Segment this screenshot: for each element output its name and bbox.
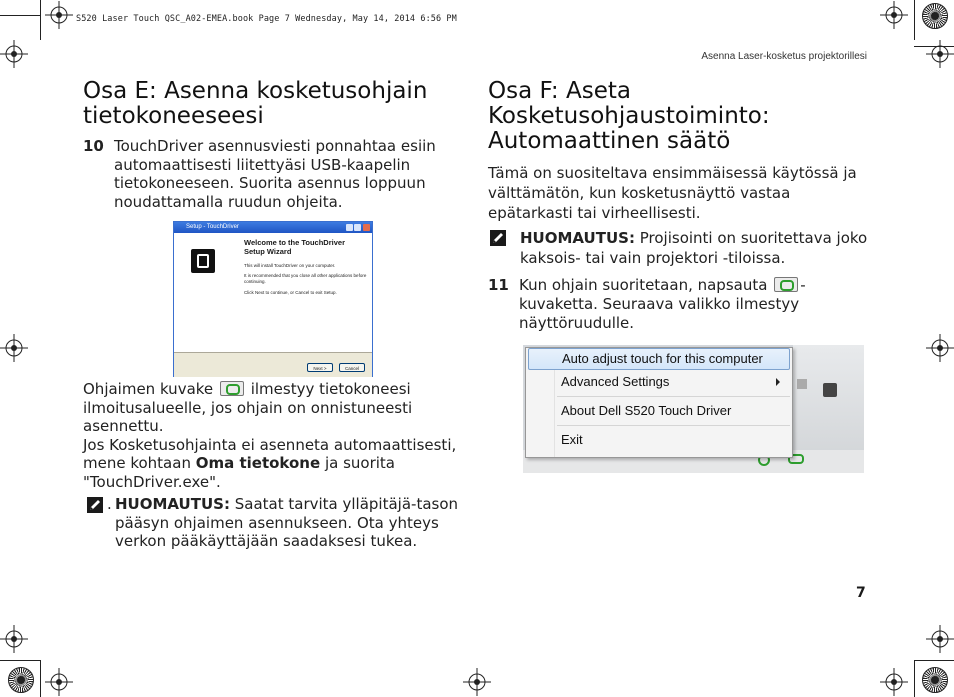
trim-line xyxy=(40,660,41,697)
dialog-sidebar xyxy=(174,233,237,352)
color-bar-rosette-icon xyxy=(8,667,34,693)
tray-app-icon xyxy=(823,383,837,397)
dialog-heading: Welcome to the TouchDriver Setup Wizard xyxy=(244,238,345,256)
menu-item-advanced-settings[interactable] xyxy=(528,371,790,393)
paragraph xyxy=(83,380,463,436)
note-label: HUOMAUTUS: xyxy=(115,495,230,513)
registration-mark-icon xyxy=(0,40,28,68)
context-menu-screenshot xyxy=(523,345,864,473)
paragraph xyxy=(83,436,463,492)
trim-line xyxy=(914,660,915,697)
cancel-button: Cancel xyxy=(339,363,365,372)
section-f-title: Osa F: Aseta Kosketusohjaustoiminto: Automaattinen säätö xyxy=(488,78,770,154)
dialog-text: This will install TouchDriver on your computer. xyxy=(244,263,336,268)
registration-mark-icon xyxy=(880,668,908,696)
text-run: Ohjaimen kuvake xyxy=(83,380,214,398)
dialog-titlebar xyxy=(174,222,372,233)
text-run: ja suorita "TouchDriver.exe". xyxy=(83,454,395,491)
registration-mark-icon xyxy=(0,334,28,362)
maximize-icon xyxy=(354,224,361,231)
trim-line xyxy=(914,0,915,40)
touch-driver-icon xyxy=(774,277,798,292)
dialog-text: Click Next to continue, or Cancel to exit Setup. xyxy=(244,290,337,295)
text-run: Jos Kosketusohjainta ei asenneta automaattisesti, mene kohtaan xyxy=(83,435,457,472)
menu-separator xyxy=(557,425,790,426)
note-text: Saatat tarvita ylläpitäjä-tason pääsyn ohjaimen asennukseen. Ota yhteys verkon pääkäyttäjään saadaksesi tukea. xyxy=(115,495,459,550)
page-number: 7 xyxy=(856,585,866,601)
text-run: . xyxy=(107,495,112,513)
dialog-footer xyxy=(174,352,372,377)
registration-mark-icon xyxy=(880,1,908,29)
running-head: Asenna Laser-kosketus projektorillesi xyxy=(701,51,867,62)
step-11 xyxy=(488,276,868,333)
intro-text: Tämä on suositeltava ensimmäisessä käytössä ja välttämätön, kun kosketusnäyttö vastaa epätarkasti tai virheellisesti. xyxy=(488,164,857,222)
touch-driver-icon xyxy=(220,381,244,396)
trim-line xyxy=(0,660,40,661)
menu-separator xyxy=(557,396,790,397)
note-admin xyxy=(83,495,485,551)
note-pencil-icon xyxy=(490,230,506,246)
trim-line xyxy=(0,15,40,16)
registration-mark-icon xyxy=(45,668,73,696)
menu-item-about[interactable]: About Dell S520 Touch Driver xyxy=(561,403,732,418)
close-icon xyxy=(363,224,370,231)
dialog-content xyxy=(237,233,372,352)
note-projection xyxy=(488,228,868,268)
driver-installed-text xyxy=(83,380,463,491)
dialog-text: It is recommended that you close all other applications before continuing. xyxy=(244,273,367,284)
trim-line xyxy=(40,0,41,40)
minimize-icon xyxy=(346,224,353,231)
print-slug: S520 Laser Touch QSC_A02-EMEA.book Page 7 Wednesday, May 14, 2014 6:56 PM xyxy=(76,14,457,24)
step-10 xyxy=(83,137,463,211)
dialog-title: Setup - TouchDriver xyxy=(186,224,239,230)
text-run: ilmestyy tietokoneesi ilmoitusalueelle, jos ohjain on onnistuneesti asennettu. xyxy=(83,380,413,435)
section-e xyxy=(83,79,463,211)
note-label: HUOMAUTUS: xyxy=(520,229,635,247)
section-e-title: Osa E: Asenna kosketusohjain tietokoneeseesi xyxy=(83,78,428,129)
step-text: TouchDriver asennusviesti ponnahtaa esiin automaattisesti liitettyäsi USB-kaapelin tietokoneeseen. Suorita asennus loppuun noudattamalla ruudun ohjeita. xyxy=(114,137,436,211)
text-run: -kuvaketta. Seuraava valikko ilmestyy näyttöruudulle. xyxy=(519,276,806,332)
text-run: Kun ohjain suoritetaan, napsauta xyxy=(519,276,768,294)
section-f xyxy=(488,79,868,333)
menu-item-exit[interactable]: Exit xyxy=(561,432,583,447)
note-text: Projisointi on suoritettava joko kaksois- tai vain projektori -tiloissa. xyxy=(520,229,868,267)
touch-driver-menu xyxy=(525,347,793,458)
registration-mark-icon xyxy=(463,668,491,696)
registration-mark-icon xyxy=(45,1,73,29)
setup-logo-icon xyxy=(191,249,215,273)
step-number: 10 xyxy=(83,137,104,155)
registration-mark-icon xyxy=(926,334,954,362)
menu-item-auto-adjust[interactable]: Auto adjust touch for this computer xyxy=(528,348,790,370)
step-number: 11 xyxy=(488,276,509,294)
registration-mark-icon xyxy=(926,40,954,68)
trim-line xyxy=(914,660,954,661)
text-run: Oma tietokone xyxy=(195,454,321,472)
setup-wizard-screenshot xyxy=(173,221,373,377)
note-pencil-icon xyxy=(87,497,103,513)
color-bar-rosette-icon xyxy=(922,667,948,693)
tray-app-icon xyxy=(797,379,807,389)
registration-mark-icon xyxy=(0,625,28,653)
next-button: Next > xyxy=(307,363,333,372)
color-bar-rosette-icon xyxy=(922,3,948,29)
submenu-arrow-icon xyxy=(776,378,780,386)
menu-item-label: Advanced Settings xyxy=(561,374,670,389)
registration-mark-icon xyxy=(926,625,954,653)
